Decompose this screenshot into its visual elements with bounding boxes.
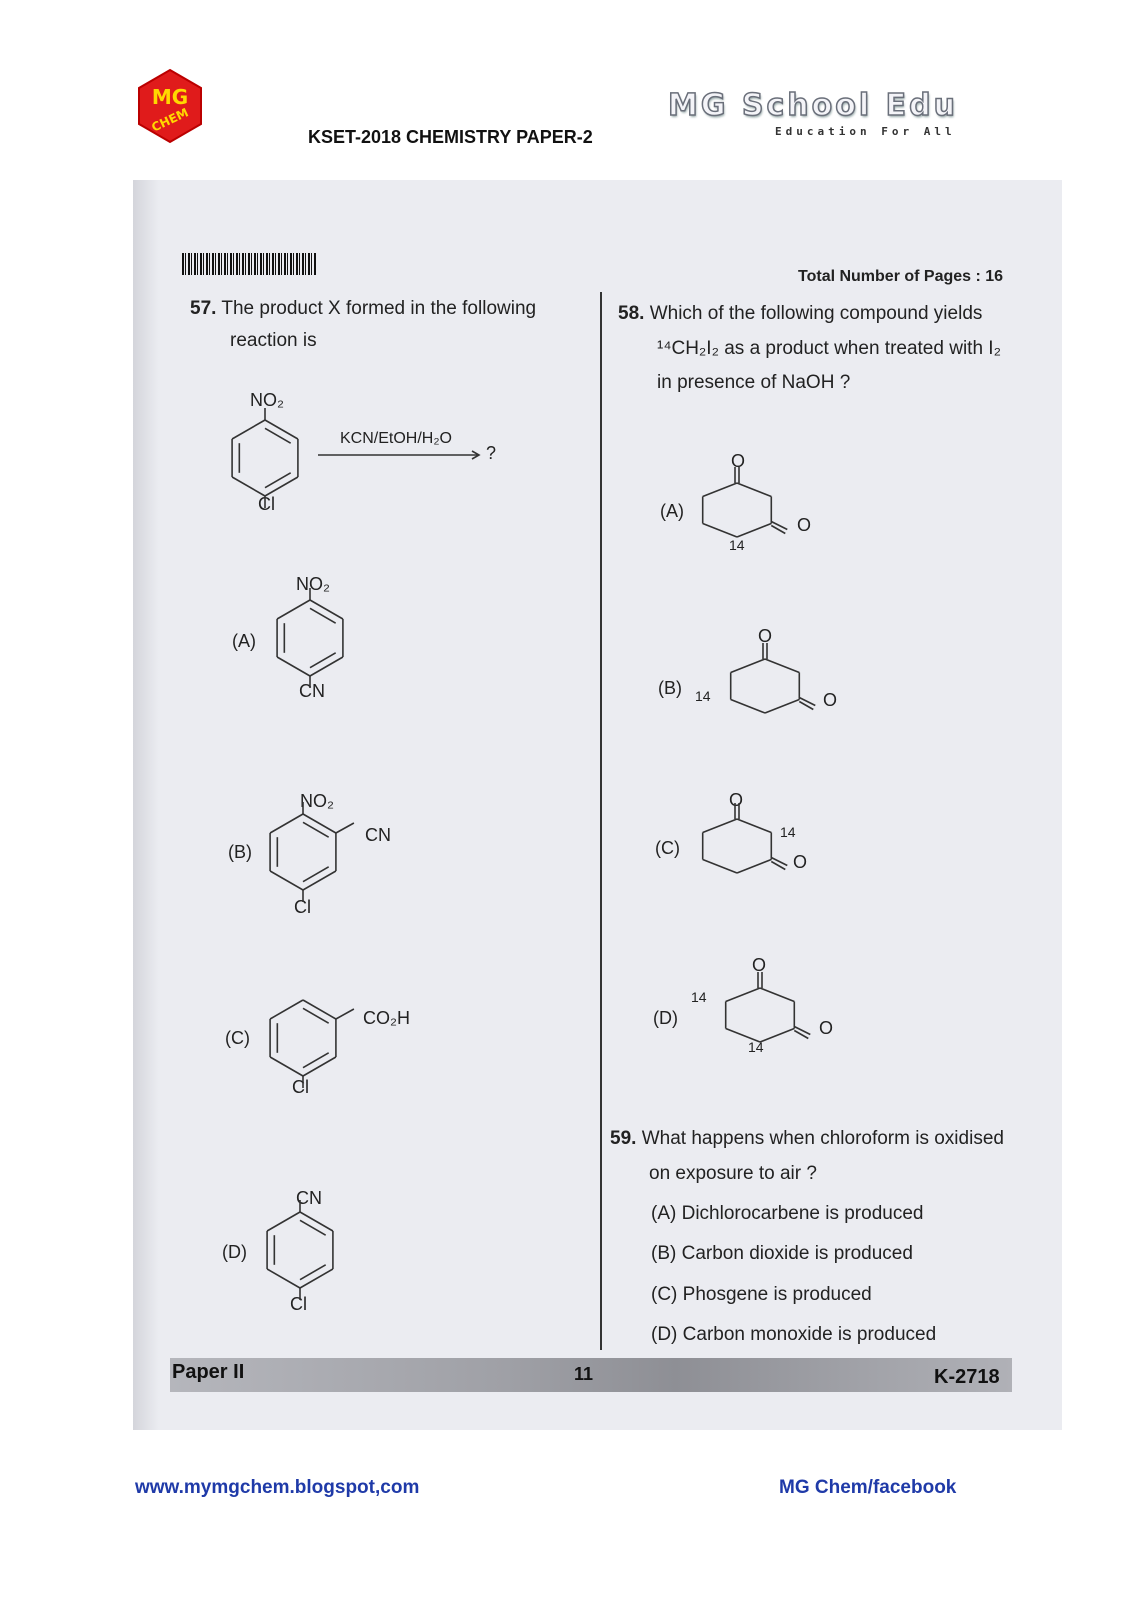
total-pages: Total Number of Pages : 16 bbox=[798, 268, 1004, 285]
q58-d-o1: O bbox=[752, 955, 767, 975]
q58-option-a-label: (A) bbox=[660, 501, 684, 521]
q58-a-o1: O bbox=[731, 451, 746, 471]
q58-option-c-label: (C) bbox=[655, 838, 680, 858]
q57-d-ring bbox=[267, 1200, 333, 1300]
ring-bond bbox=[265, 420, 298, 439]
q57-c-co2h: CO₂H bbox=[363, 1008, 410, 1028]
double-bond bbox=[265, 428, 291, 443]
q58-number: 58. bbox=[618, 303, 645, 324]
ring-bond bbox=[232, 477, 265, 496]
double-bond bbox=[310, 608, 336, 623]
q58-c-iso: 14 bbox=[780, 824, 796, 840]
q58-line2: ¹⁴CH₂I₂ as a product when treated with I₂ bbox=[657, 338, 1001, 359]
q58-b-iso: 14 bbox=[695, 688, 711, 704]
svg-text:MG: MG bbox=[151, 85, 189, 109]
q57-a-ring bbox=[277, 588, 343, 688]
q58-d-ring bbox=[726, 972, 811, 1042]
ring-bond bbox=[703, 860, 737, 874]
q58-option-b-label: (B) bbox=[658, 678, 682, 698]
q57-option-a-label: (A) bbox=[232, 631, 256, 651]
ring-bond bbox=[760, 1029, 794, 1043]
double-bond bbox=[310, 653, 336, 668]
page-number: 11 bbox=[574, 1364, 594, 1384]
ring-bond bbox=[737, 819, 771, 833]
q59-option-c: (C) Phosgene is produced bbox=[651, 1284, 872, 1305]
q58-b-o1: O bbox=[758, 626, 773, 646]
ring-bond bbox=[703, 524, 737, 538]
ring-bond bbox=[310, 657, 343, 676]
q57-b-cl: Cl bbox=[294, 897, 311, 917]
ring-bond bbox=[737, 524, 771, 538]
reagent: KCN/EtOH/H₂O bbox=[340, 430, 452, 447]
ring-bond bbox=[303, 814, 336, 833]
ring-bond bbox=[310, 600, 343, 619]
q58-a-o2: O bbox=[797, 515, 812, 535]
q58-c-o2: O bbox=[793, 852, 808, 872]
svg-text:CHEM: CHEM bbox=[149, 105, 191, 135]
ring-bond bbox=[703, 819, 737, 833]
substituent-bond bbox=[336, 1009, 354, 1019]
q57-line2: reaction is bbox=[230, 330, 317, 351]
q58-option-d-label: (D) bbox=[653, 1008, 678, 1028]
reactant-cl: Cl bbox=[258, 494, 275, 514]
q57-d-cn: CN bbox=[296, 1188, 322, 1208]
q57-option-b-label: (B) bbox=[228, 842, 252, 862]
double-bond bbox=[300, 1220, 326, 1235]
ring-bond bbox=[265, 477, 298, 496]
q57-a-cn: CN bbox=[299, 681, 325, 701]
reactant-no2: NO₂ bbox=[250, 390, 284, 410]
q59-text: What happens when chloroform is oxidised bbox=[641, 1128, 1004, 1149]
q57-b-cn: CN bbox=[365, 825, 391, 845]
q59-line2: on exposure to air ? bbox=[649, 1163, 817, 1184]
carbonyl-bond bbox=[794, 1027, 810, 1035]
product-unknown: ? bbox=[486, 443, 497, 463]
q58-d-o2: O bbox=[819, 1018, 834, 1038]
q57-a-no2: NO₂ bbox=[296, 574, 330, 594]
ring-bond bbox=[277, 600, 310, 619]
ring-bond bbox=[270, 1057, 303, 1076]
q57-text: The product X formed in the following bbox=[221, 298, 537, 319]
document-title: KSET-2018 CHEMISTRY PAPER-2 bbox=[308, 127, 593, 147]
paper-label: Paper II bbox=[172, 1361, 245, 1383]
ring-bond bbox=[300, 1212, 333, 1231]
ring-bond bbox=[765, 700, 799, 714]
ring-bond bbox=[737, 860, 771, 874]
q58-b-o2: O bbox=[823, 690, 838, 710]
q58-d-iso1: 14 bbox=[691, 989, 707, 1005]
q58-text: Which of the following compound yields bbox=[649, 303, 983, 324]
q59-number: 59. bbox=[610, 1128, 637, 1149]
ring-bond bbox=[731, 659, 765, 673]
q57-option-d-label: (D) bbox=[222, 1242, 247, 1262]
ring-bond bbox=[232, 420, 265, 439]
q57-d-cl: Cl bbox=[290, 1294, 307, 1314]
q58-c-ring bbox=[703, 803, 788, 873]
ring-bond bbox=[277, 657, 310, 676]
brand-tagline: Education For All bbox=[775, 125, 956, 138]
ring-bond bbox=[737, 483, 771, 497]
facebook-link[interactable]: MG Chem/facebook bbox=[779, 1477, 957, 1498]
q58-line3: in presence of NaOH ? bbox=[657, 372, 851, 393]
q59-option-b: (B) Carbon dioxide is produced bbox=[651, 1243, 913, 1264]
q58-b-ring bbox=[731, 643, 816, 713]
q58-a-ring bbox=[703, 467, 788, 537]
ring-bond bbox=[726, 988, 760, 1002]
ring-bond bbox=[726, 1029, 760, 1043]
ring-bond bbox=[267, 1269, 300, 1288]
ring-bond bbox=[270, 1000, 303, 1019]
q57-c-ring bbox=[270, 1000, 354, 1088]
q59-option-d: (D) Carbon monoxide is produced bbox=[651, 1324, 937, 1345]
paper-code: K-2718 bbox=[934, 1366, 1000, 1388]
q57-number: 57. bbox=[190, 298, 217, 319]
q58-d-iso2: 14 bbox=[748, 1039, 764, 1055]
carbonyl-bond bbox=[771, 858, 787, 866]
double-bond bbox=[303, 867, 329, 882]
double-bond bbox=[265, 473, 291, 488]
ring-bond bbox=[303, 1057, 336, 1076]
q57-b-ring bbox=[270, 802, 354, 902]
carbonyl-bond bbox=[771, 522, 787, 530]
ring-bond bbox=[267, 1212, 300, 1231]
ring-bond bbox=[765, 659, 799, 673]
q57-c-cl: Cl bbox=[292, 1077, 309, 1097]
double-bond bbox=[300, 1265, 326, 1280]
q59-option-a: (A) Dichlorocarbene is produced bbox=[651, 1203, 924, 1224]
ring-bond bbox=[270, 871, 303, 890]
q58-c-o1: O bbox=[729, 790, 744, 810]
ring-bond bbox=[303, 871, 336, 890]
substituent-bond bbox=[336, 823, 354, 833]
double-bond bbox=[303, 1053, 329, 1068]
q57-b-no2: NO₂ bbox=[300, 791, 334, 811]
ring-bond bbox=[270, 814, 303, 833]
q58-a-iso: 14 bbox=[729, 537, 745, 553]
q57-option-c-label: (C) bbox=[225, 1028, 250, 1048]
ring-bond bbox=[300, 1269, 333, 1288]
ring-bond bbox=[703, 483, 737, 497]
double-bond bbox=[303, 1008, 329, 1023]
ring-bond bbox=[760, 988, 794, 1002]
brand-name: MG School Edu bbox=[668, 88, 958, 123]
double-bond bbox=[303, 822, 329, 837]
reactant-ring bbox=[232, 408, 298, 508]
website-link[interactable]: www.mymgchem.blogspot,com bbox=[135, 1477, 420, 1498]
ring-bond bbox=[303, 1000, 336, 1019]
carbonyl-bond bbox=[799, 698, 815, 706]
ring-bond bbox=[731, 700, 765, 714]
